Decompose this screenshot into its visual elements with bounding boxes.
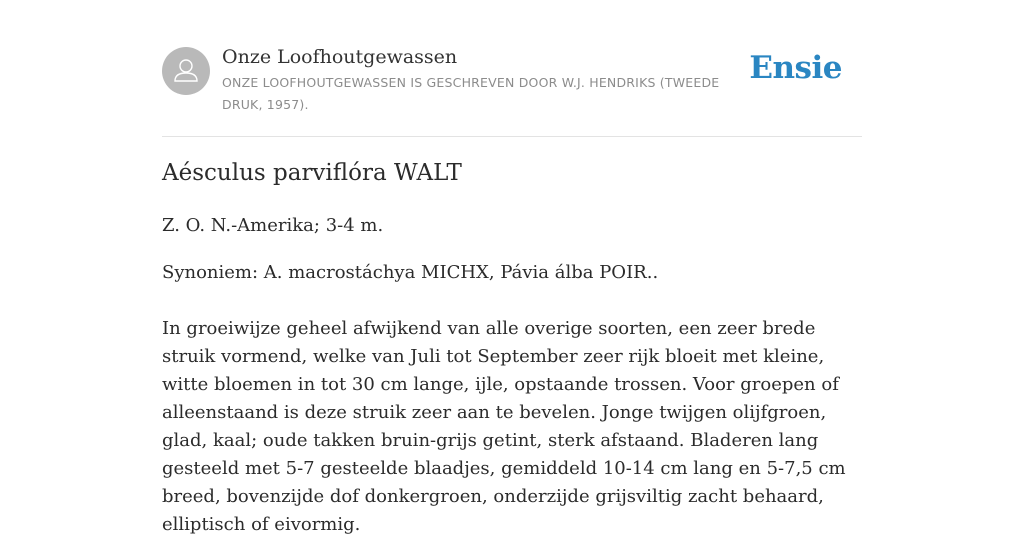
entry-title: Aésculus parviflóra WALT xyxy=(162,160,462,186)
user-icon[interactable] xyxy=(162,47,210,95)
entry-paragraph-description: In groeiwijze geheel afwijkend van alle overige soorten, een zeer brede struik vormend, welke van Juli tot September zeer rijk bloeit met kleine, witte bloemen in tot 30 cm lange, ijle, opstaande trossen. Voor groepen of alleenstaand is deze struik zeer aan te bevelen. Jonge twijgen olijfgroen, glad, kaal; oude takken bruin-grijs getint, sterk afstaand. Bladeren lang gesteeld met 5-7 gesteelde blaadjes, gemiddeld 10-14 cm lang en 5-7,5 cm breed, bovenzijde dof donkergroen, onderzijde grijsviltig zacht behaard, elliptisch of eivormig. xyxy=(162,318,846,535)
source-description: ONZE LOOFHOUTGEWASSEN IS GESCHREVEN DOOR W.J. HENDRIKS (TWEEDE DRUK, 1957). xyxy=(222,75,720,112)
ensie-logo[interactable]: Ensie xyxy=(749,50,842,86)
entry-paragraph-region: Z. O. N.-Amerika; 3-4 m. xyxy=(162,215,384,236)
article-card xyxy=(162,0,862,535)
entry-paragraph-synonym: Synoniem: A. macrostáchya MICHX, Pávia álba POIR.. xyxy=(162,262,659,283)
source-header xyxy=(162,0,862,137)
source-title[interactable]: Onze Loofhoutgewassen xyxy=(222,46,458,68)
